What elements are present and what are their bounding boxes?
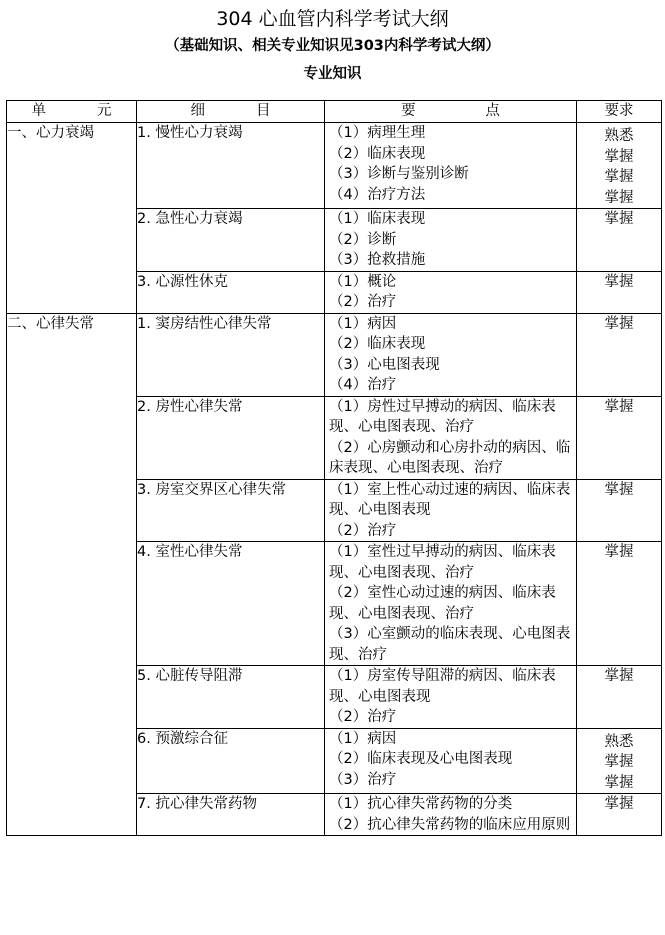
key-points [325,479,577,542]
key-point: （3）诊断与鉴别诊断 [329,166,469,182]
document-subtitle: （基础知识、相关专业知识见303内科学考试大纲） [165,38,500,54]
detail-name: 1. 窦房结性心律失常 [137,313,325,396]
requirement [577,209,662,272]
requirement-level: 掌握 [604,273,634,290]
requirement [577,666,662,729]
requirement-level: 掌握 [604,211,634,227]
key-point: （1）室上性心动过速的病因、临床表现、心电图表现 [329,481,571,518]
key-point: （4）治疗 [329,377,397,393]
key-point: （1）临床表现 [329,211,426,227]
requirement-level: 掌握 [604,169,634,185]
key-point: （2）临床表现及心电图表现 [329,751,513,767]
key-point: （2）抗心律失常药物的临床应用原则 [329,816,571,833]
key-points [325,396,577,479]
key-point: （2）临床表现 [329,145,426,162]
key-point: （2）临床表现 [329,336,426,352]
column-header-points: 要 点 [325,101,577,123]
syllabus-table [6,100,662,836]
key-points [325,794,577,836]
key-point: （3）治疗 [329,771,397,788]
unit-name: 一、心力衰竭 [7,123,137,314]
key-point: （3）心室颤动的临床表现、心电图表现、治疗 [329,626,571,663]
key-points [325,728,577,794]
key-point: （2）治疗 [329,294,397,310]
document-title: 304 心血管内科学考试大纲 [216,8,449,30]
key-point: （2）治疗 [329,709,397,725]
detail-name: 2. 房性心律失常 [137,396,325,479]
key-points [325,542,577,666]
key-points [325,313,577,396]
requirement-level: 掌握 [604,189,634,206]
requirement [577,123,662,209]
requirement-level: 掌握 [604,315,634,332]
table-row [7,313,662,396]
requirement-level: 掌握 [604,774,634,791]
key-points [325,271,577,313]
key-point: （1）病因 [329,315,397,332]
requirement-level: 熟悉 [604,733,634,750]
key-point: （4）治疗方法 [329,186,426,203]
key-points [325,666,577,729]
unit-name: 二、心律失常 [7,313,137,836]
detail-name: 3. 心源性休克 [137,271,325,313]
key-point: （2）诊断 [329,231,397,248]
requirement [577,271,662,313]
column-header-unit: 单 元 [7,101,137,123]
requirement [577,479,662,542]
detail-name: 7. 抗心律失常药物 [137,794,325,836]
column-header-requirement: 要求 [577,101,662,123]
key-point: （2）室性心动过速的病因、临床表现、心电图表现、治疗 [329,585,556,622]
key-point: （1）概论 [329,273,397,290]
requirement-level: 掌握 [604,398,634,415]
table-row [7,123,662,209]
detail-name: 1. 慢性心力衰竭 [137,123,325,209]
requirement [577,396,662,479]
detail-name: 5. 心脏传导阻滞 [137,666,325,729]
key-point: （1）房室传导阻滞的病因、临床表现、心电图表现 [329,668,556,705]
key-point: （1）病理生理 [329,125,426,141]
requirement-level: 掌握 [604,754,634,770]
requirement [577,542,662,666]
detail-name: 2. 急性心力衰竭 [137,209,325,272]
detail-name: 6. 预激综合征 [137,728,325,794]
requirement [577,794,662,836]
key-points [325,123,577,209]
table-body [7,123,662,836]
table-header-row [7,101,662,123]
key-point: （1）房性过早搏动的病因、临床表现、心电图表现、治疗 [329,398,556,435]
key-point: （3）抢救措施 [329,252,426,268]
key-point: （1）抗心律失常药物的分类 [329,796,513,812]
requirement-level: 掌握 [604,796,634,812]
column-header-detail: 细 目 [137,101,325,123]
key-point: （3）心电图表现 [329,356,440,373]
key-point: （2）心房颤动和心房扑动的病因、临床表现、心电图表现、治疗 [329,439,571,476]
section-heading: 专业知识 [303,66,362,82]
key-points [325,209,577,272]
requirement-level: 掌握 [604,148,634,165]
key-point: （1）病因 [329,730,397,747]
requirement-level: 掌握 [604,668,634,684]
detail-name: 3. 房室交界区心律失常 [137,479,325,542]
key-point: （1）室性过早搏动的病因、临床表现、心电图表现、治疗 [329,544,556,581]
key-point: （2）治疗 [329,522,397,539]
requirement-level: 熟悉 [604,128,634,144]
requirement-level: 掌握 [604,544,634,560]
requirement-level: 掌握 [604,481,634,498]
requirement [577,313,662,396]
requirement [577,728,662,794]
detail-name: 4. 室性心律失常 [137,542,325,666]
